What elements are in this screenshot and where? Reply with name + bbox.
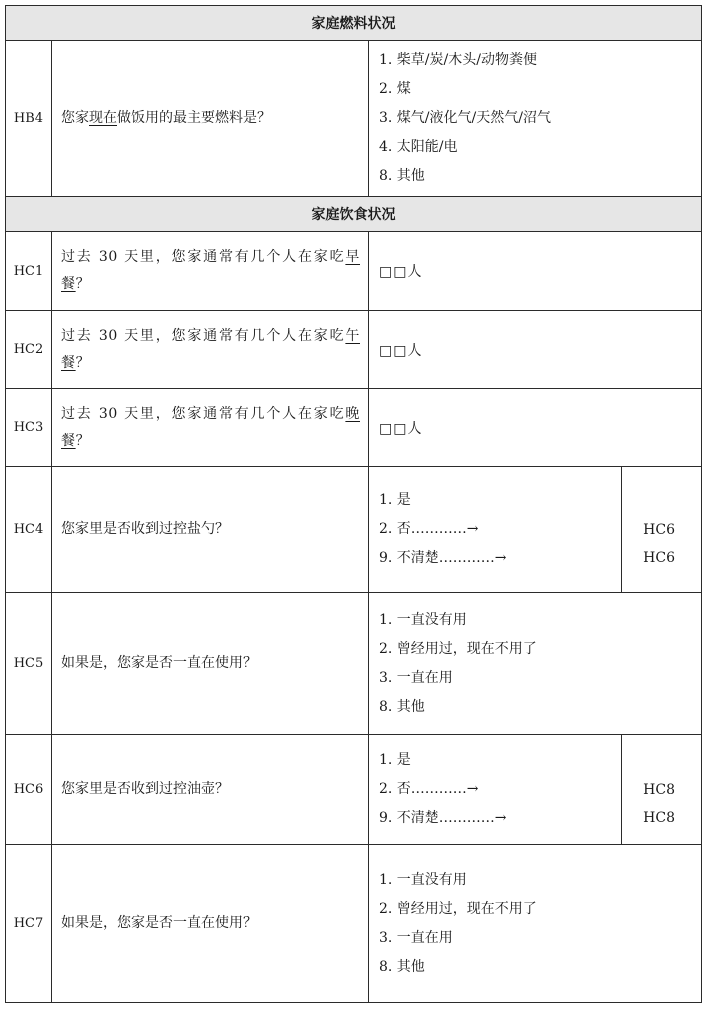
question-text-part: 您家 [61, 110, 89, 126]
option-item: 8. 其他 [379, 698, 425, 715]
question-row-hc1 [6, 232, 702, 311]
option-item: 1. 柴草/炭/木头/动物粪便 [379, 52, 537, 68]
option-item: 9. 不清楚…………→ [379, 550, 507, 566]
option-item: 1. 是 [379, 752, 411, 768]
question-row-hc6 [6, 735, 702, 845]
question-code: HB4 [6, 41, 52, 197]
question-text-part: 过去 30 天里，您家通常有几个人在家吃 [61, 405, 346, 422]
question-text-part: 做饭用的最主要燃料是？ [117, 110, 271, 126]
answer-options [369, 735, 622, 845]
answer-options [369, 467, 622, 593]
section-header-diet [6, 197, 702, 232]
survey-table [5, 5, 702, 1003]
question-row-hc7 [6, 845, 702, 1003]
option-item: 2. 否…………→ [379, 781, 479, 797]
question-row-hb4 [6, 41, 702, 197]
option-item: 4. 太阳能/电 [379, 139, 458, 155]
option-item: 8. 其他 [379, 958, 425, 975]
option-item: 2. 否…………→ [379, 521, 479, 537]
answer-options [369, 845, 702, 1003]
skip-target: HC8 [643, 809, 675, 826]
question-underlined-word: 现在 [89, 110, 117, 126]
skip-target: HC6 [643, 549, 675, 566]
question-text: 您家里是否收到过控盐勺？ [52, 467, 369, 593]
answer-field [369, 389, 702, 467]
count-blank: □□人 [379, 342, 423, 359]
question-text-part: ？ [75, 432, 91, 449]
question-text-part: 过去 30 天里，您家通常有几个人在家吃 [61, 327, 346, 344]
question-text [52, 232, 369, 311]
answer-field [369, 311, 702, 389]
option-item: 3. 一直在用 [379, 929, 453, 946]
option-item: 2. 曾经用过，现在不用了 [379, 900, 537, 917]
question-underlined-word: 午餐 [61, 327, 360, 371]
question-code: HC2 [6, 311, 52, 389]
question-code: HC7 [6, 845, 52, 1003]
question-code: HC6 [6, 735, 52, 845]
answer-field [369, 232, 702, 311]
question-row-hc3 [6, 389, 702, 467]
question-row-hc2 [6, 311, 702, 389]
skip-instructions [622, 467, 702, 593]
skip-instructions [622, 735, 702, 845]
section-header-fuel [6, 6, 702, 41]
question-text [52, 389, 369, 467]
option-item: 3. 一直在用 [379, 669, 453, 686]
option-item: 8. 其他 [379, 168, 425, 184]
question-text: 如果是，您家是否一直在使用？ [52, 593, 369, 735]
count-blank: □□人 [379, 264, 423, 280]
option-item: 1. 是 [379, 492, 411, 508]
section-title: 家庭燃料状况 [6, 6, 702, 41]
question-row-hc5 [6, 593, 702, 735]
question-code: HC1 [6, 232, 52, 311]
option-item: 2. 曾经用过，现在不用了 [379, 640, 537, 657]
section-title: 家庭饮食状况 [6, 197, 702, 232]
option-item: 9. 不清楚…………→ [379, 810, 507, 826]
question-underlined-word: 早餐 [61, 249, 360, 292]
question-text: 如果是，您家是否一直在使用？ [52, 845, 369, 1003]
question-code: HC5 [6, 593, 52, 735]
question-code: HC4 [6, 467, 52, 593]
option-item: 1. 一直没有用 [379, 871, 467, 888]
skip-target: HC8 [643, 781, 675, 798]
question-text-part: ？ [75, 354, 91, 371]
count-blank: □□人 [379, 420, 423, 437]
option-item: 2. 煤 [379, 81, 411, 97]
option-item: 1. 一直没有用 [379, 611, 467, 628]
skip-target: HC6 [643, 521, 675, 538]
question-text: 您家里是否收到过控油壶？ [52, 735, 369, 845]
answer-options [369, 41, 702, 197]
question-underlined-word: 晚餐 [61, 405, 360, 449]
answer-options [369, 593, 702, 735]
question-text [52, 41, 369, 197]
question-row-hc4 [6, 467, 702, 593]
question-text [52, 311, 369, 389]
question-text-part: ？ [75, 276, 91, 292]
question-code: HC3 [6, 389, 52, 467]
question-text-part: 过去 30 天里，您家通常有几个人在家吃 [61, 249, 346, 265]
option-item: 3. 煤气/液化气/天然气/沼气 [379, 110, 551, 126]
